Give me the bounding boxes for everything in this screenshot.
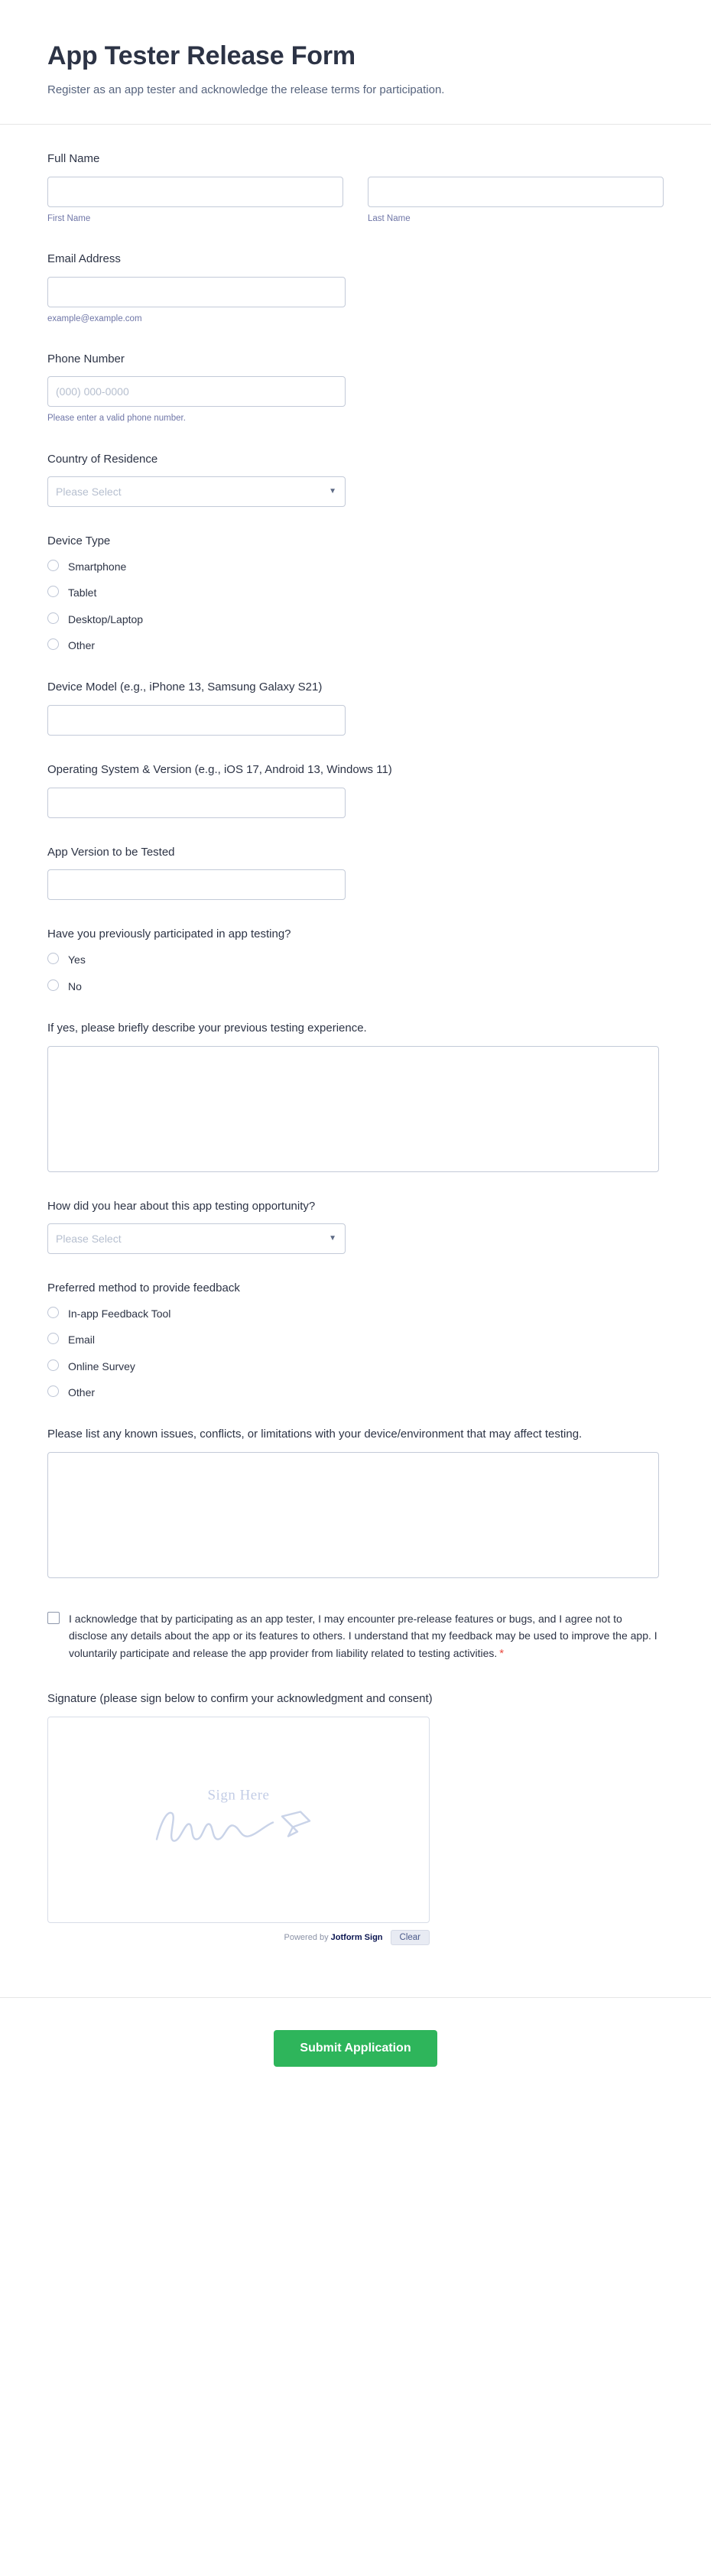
radio-feedback-method-1[interactable] — [47, 1332, 664, 1347]
previous-testing-options — [47, 952, 664, 994]
page-title: App Tester Release Form — [47, 41, 356, 70]
radio-icon — [47, 1385, 59, 1397]
email-label: Email Address — [47, 252, 121, 265]
radio-device-type-1[interactable] — [47, 585, 664, 600]
full-name-row — [47, 177, 664, 225]
last-name-group — [368, 177, 664, 225]
radio-icon — [47, 979, 59, 991]
field-email — [47, 251, 664, 325]
powered-by-text — [284, 1933, 383, 1942]
radio-device-type-2[interactable] — [47, 612, 664, 627]
consent-checkbox-row[interactable] — [47, 1610, 664, 1663]
consent-text — [69, 1610, 664, 1663]
radio-icon — [47, 638, 59, 650]
radio-label: Tablet — [68, 586, 97, 599]
country-select[interactable] — [47, 476, 346, 507]
os-version-input[interactable] — [47, 788, 346, 818]
radio-label: Email — [68, 1333, 96, 1346]
country-select-wrap — [47, 476, 346, 507]
radio-feedback-method-0[interactable] — [47, 1306, 664, 1321]
radio-icon — [47, 1307, 59, 1318]
consent-text-body: I acknowledge that by participating as an app tester, I may encounter pre-release features or bugs, and I agree not to disclose any details about the app or its features to others. I understand that my feedback may be used to improve the app. I voluntarily participate and release the app provider from liability related to testing activities. — [69, 1613, 657, 1659]
known-issues-label: Please list any known issues, conflicts, or limitations with your device/environment that may affect testing. — [47, 1428, 583, 1441]
phone-input[interactable] — [47, 376, 346, 407]
form-header — [0, 0, 711, 125]
email-input[interactable] — [47, 277, 346, 307]
field-full-name — [47, 151, 664, 225]
radio-device-type-0[interactable] — [47, 559, 664, 574]
radio-device-type-3[interactable] — [47, 638, 664, 653]
powered-by-prefix: Powered by — [284, 1932, 329, 1942]
device-type-options — [47, 559, 664, 653]
radio-feedback-method-2[interactable] — [47, 1359, 664, 1374]
powered-by-brand: Jotform Sign — [330, 1932, 383, 1942]
device-type-label: Device Type — [47, 534, 111, 548]
previous-testing-label: Have you previously participated in app testing? — [47, 927, 291, 941]
radio-label: No — [68, 979, 82, 992]
radio-icon — [47, 560, 59, 571]
experience-label: If yes, please briefly describe your previous testing experience. — [47, 1021, 367, 1035]
radio-icon — [47, 1333, 59, 1344]
first-name-input[interactable] — [47, 177, 343, 207]
radio-label: In-app Feedback Tool — [68, 1307, 171, 1320]
hear-about-select[interactable] — [47, 1223, 346, 1254]
radio-label: Desktop/Laptop — [68, 612, 144, 625]
field-signature — [47, 1691, 664, 1945]
feedback-method-options — [47, 1306, 664, 1400]
submit-section — [0, 1998, 711, 2110]
field-device-type — [47, 533, 664, 653]
radio-label: Yes — [68, 953, 86, 966]
form-body — [0, 125, 711, 1960]
radio-feedback-method-3[interactable] — [47, 1385, 664, 1400]
signature-label: Signature (please sign below to confirm your acknowledgment and consent) — [47, 1691, 433, 1705]
submit-button[interactable]: Submit Application — [274, 2030, 437, 2067]
app-version-label: App Version to be Tested — [47, 845, 175, 859]
signature-scribble-icon — [151, 1805, 326, 1848]
field-device-model — [47, 679, 664, 736]
known-issues-textarea[interactable] — [47, 1452, 659, 1578]
phone-label: Phone Number — [47, 352, 125, 365]
radio-previous-testing-yes[interactable] — [47, 952, 664, 967]
radio-label: Other — [68, 638, 96, 651]
feedback-method-label: Preferred method to provide feedback — [47, 1282, 240, 1295]
field-app-version — [47, 844, 664, 901]
chevron-down-icon: ▼ — [329, 1234, 336, 1243]
radio-icon — [47, 1359, 59, 1371]
signature-placeholder — [151, 1787, 326, 1852]
field-phone — [47, 351, 664, 425]
app-version-input[interactable] — [47, 869, 346, 900]
field-feedback-method — [47, 1280, 664, 1400]
full-name-label: Full Name — [47, 152, 100, 165]
hear-about-select-wrap — [47, 1223, 346, 1254]
checkbox-icon[interactable] — [47, 1612, 60, 1624]
country-label: Country of Residence — [47, 452, 158, 466]
first-name-sublabel: First Name — [47, 213, 91, 223]
email-sublabel: example@example.com — [47, 313, 142, 323]
hear-about-label: How did you hear about this app testing opportunity? — [47, 1199, 316, 1213]
field-previous-testing — [47, 926, 664, 993]
field-hear-about — [47, 1198, 664, 1255]
field-known-issues — [47, 1426, 664, 1578]
radio-label: Smartphone — [68, 560, 127, 573]
radio-label: Online Survey — [68, 1359, 135, 1372]
radio-icon — [47, 953, 59, 964]
chevron-down-icon: ▼ — [329, 487, 336, 496]
field-consent — [47, 1610, 664, 1663]
signature-placeholder-text: Sign Here — [207, 1787, 270, 1804]
radio-icon — [47, 612, 59, 624]
field-experience — [47, 1020, 664, 1172]
field-country — [47, 451, 664, 508]
last-name-sublabel: Last Name — [368, 213, 411, 223]
required-asterisk: * — [499, 1646, 505, 1660]
os-version-label: Operating System & Version (e.g., iOS 17, Android 13, Windows 11) — [47, 762, 392, 776]
signature-footer — [47, 1930, 430, 1945]
signature-pad[interactable] — [47, 1717, 430, 1923]
last-name-input[interactable] — [368, 177, 664, 207]
radio-icon — [47, 586, 59, 597]
phone-sublabel: Please enter a valid phone number. — [47, 414, 186, 424]
device-model-input[interactable] — [47, 705, 346, 736]
radio-previous-testing-no[interactable] — [47, 979, 664, 994]
clear-signature-button[interactable]: Clear — [391, 1930, 430, 1945]
first-name-group — [47, 177, 343, 225]
field-os-version — [47, 762, 664, 818]
page-subtitle: Register as an app tester and acknowledge the release terms for participation. — [47, 83, 445, 96]
radio-label: Other — [68, 1385, 96, 1398]
device-model-label: Device Model (e.g., iPhone 13, Samsung Galaxy S21) — [47, 681, 323, 694]
experience-textarea[interactable] — [47, 1046, 659, 1172]
